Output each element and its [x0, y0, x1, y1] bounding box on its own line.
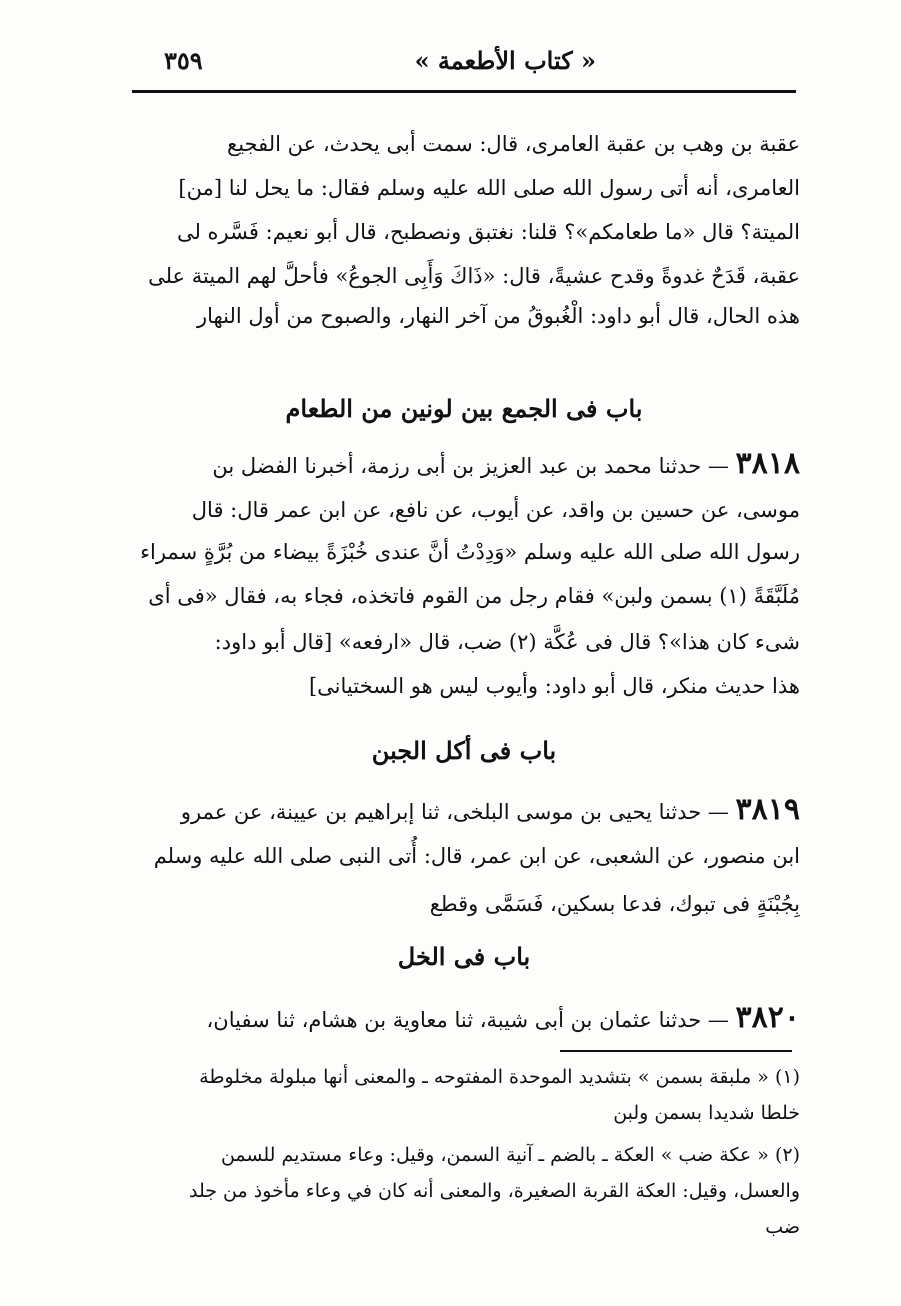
page-header [132, 38, 796, 90]
text-line: العامرى، أنه أتى رسول الله صلى الله عليه وسلم فقال: ما يحل لنا [من] [178, 176, 800, 200]
text-line: هذا حديث منكر، قال أبو داود: وأيوب ليس هو السختيانى] [308, 674, 800, 698]
text-line: — حدثنا محمد بن عبد العزيز بن أبى رزمة، أخبرنا الفضل بن [212, 454, 729, 478]
text-line: ابن منصور، عن الشعبى، عن ابن عمر، قال: أُتى النبى صلى الله عليه وسلم [153, 844, 800, 868]
chapter-heading: باب فى الخل [397, 942, 531, 971]
text-line: مُلَبَّقَةً (١) بسمن ولبن» فقام رجل من القوم فاتخذه، فجاء به، فقال «فى أى [148, 584, 800, 608]
text-line: شىء كان هذا»؟ قال فى عُكَّة (٢) ضب، قال «ارفعه» [قال أبو داود: [214, 630, 800, 654]
chapter-running-title: « كتاب الأطعمة » [414, 46, 596, 75]
text-line: — حدثنا يحيى بن موسى البلخى، ثنا إبراهيم بن عيينة، عن عمرو [180, 800, 729, 824]
text-line: موسى، عن حسين بن واقد، عن أيوب، عن نافع، عن ابن عمر قال: قال [191, 498, 800, 522]
hadith-number: ٣٨٢٠ [735, 1000, 800, 1035]
hadith-number: ٣٨١٨ [735, 446, 800, 481]
hadith-3819 [128, 790, 800, 940]
text-line: عقبة بن وهب بن عقبة العامرى، قال: سمت أبى يحدث، عن الفجيع [227, 132, 800, 156]
chapter-heading: باب فى أكل الجبن [371, 736, 557, 765]
footnote-line: (٢) « عكة ضب » العكة ـ بالضم ـ آنية السمن، وقيل: وعاء مستديم للسمن [220, 1144, 800, 1166]
text-line: بِجُبْنَةٍ فى تبوك، فدعا بسكين، فَسَمَّى وقطع [429, 892, 800, 916]
paragraph-continuation [128, 124, 800, 334]
text-line: عقبة، قَدَحٌ غدوةً وقدح عشيةً، قال: «ذَاكَ وَأَبِى الجوعُ» فأحلَّ لهم الميتة على [148, 264, 800, 288]
footnotes [128, 1060, 800, 1260]
hadith-first-line [128, 790, 800, 830]
footnote-line: ضب [765, 1216, 800, 1238]
text-line: — حدثنا عثمان بن أبى شيبة، ثنا معاوية بن هشام، ثنا سفيان، [206, 1008, 729, 1032]
footnote-divider [560, 1050, 792, 1052]
hadith-3820 [128, 998, 800, 1042]
header-divider [132, 90, 796, 93]
footnote-line: خلطا شديدا بسمن ولبن [613, 1102, 800, 1124]
hadith-number: ٣٨١٩ [735, 792, 800, 827]
chapter-heading: باب فى الجمع بين لونين من الطعام [285, 394, 643, 423]
page-number: ٣٥٩ [164, 46, 203, 75]
text-line: هذه الحال، قال أبو داود: الْغُبوقُ من آخر النهار، والصبوح من أول النهار [196, 304, 800, 328]
hadith-first-line [128, 998, 800, 1038]
footnote-line: والعسل، وقيل: العكة القربة الصغيرة، والمعنى أنه كان في وعاء مأخوذ من جلد [189, 1180, 800, 1202]
footnote-line: (١) « ملبقة بسمن » بتشديد الموحدة المفتوحه ـ والمعنى أنها مبلولة مخلوطة [199, 1066, 800, 1088]
text-line: الميتة؟ قال «ما طعامكم»؟ قلنا: نغتبق ونصطبح، قال أبو نعيم: فَسَّره لى [176, 220, 800, 244]
hadith-3818 [128, 444, 800, 724]
text-line: رسول الله صلى الله عليه وسلم «وَدِدْتُ أنَّ عندى خُبْزَةً بيضاء من بُرَّةٍ سمراء [140, 540, 800, 564]
hadith-first-line [128, 444, 800, 484]
